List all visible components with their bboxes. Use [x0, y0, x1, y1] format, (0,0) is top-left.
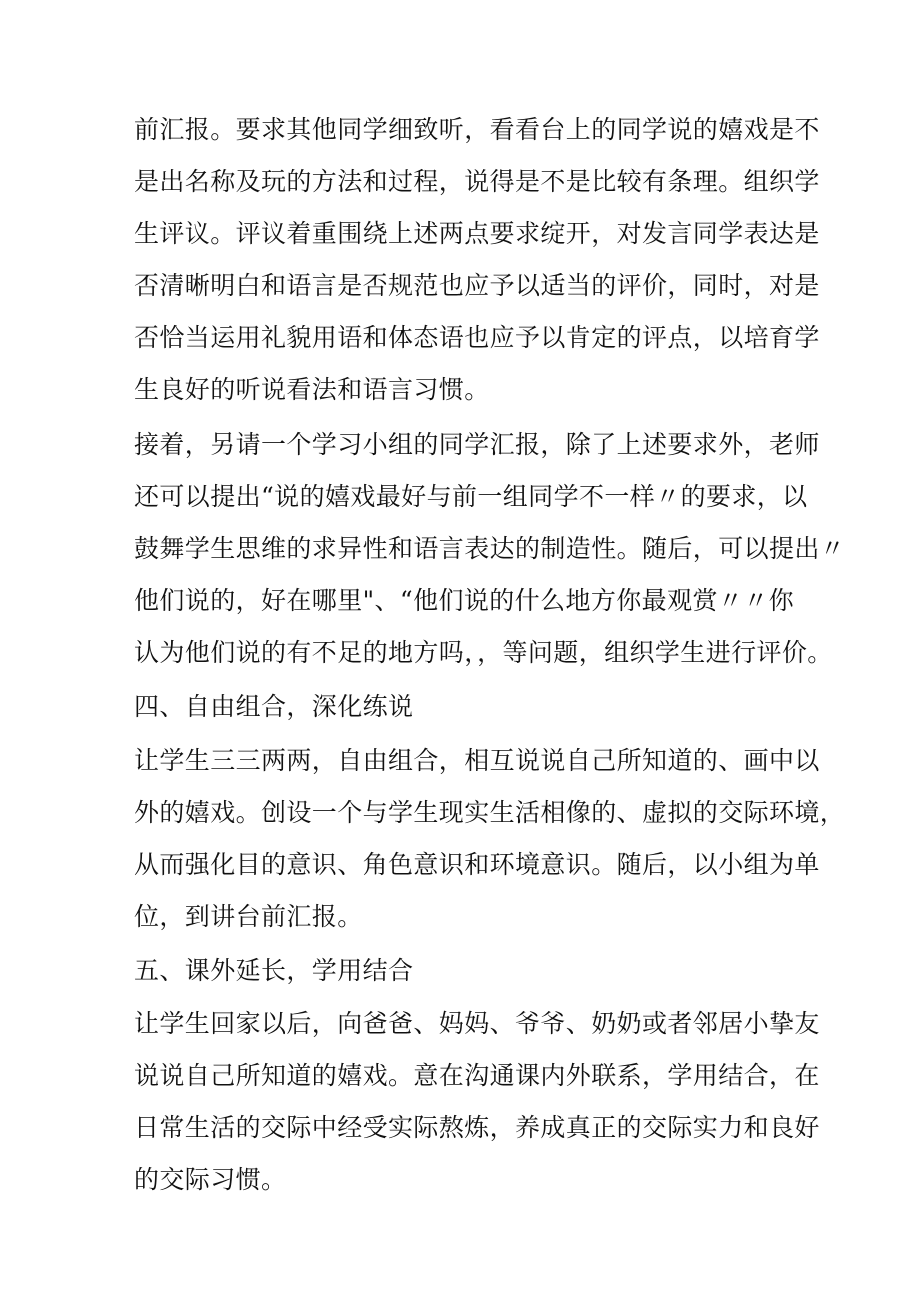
text-line: 从而强化目的意识、角色意识和环境意识。随后，以小组为单	[134, 850, 820, 879]
text-line: 认为他们说的有不足的地方吗，，等问题，组织学生进行评价。	[134, 638, 833, 667]
text-line: 外的嬉戏。创设一个与学生现实生活相像的、虚拟的交际环境，	[134, 798, 846, 827]
text-line: 生评议。评议着重围绕上述两点要求绽开，对发言同学表达是	[134, 219, 820, 248]
text-line: 的交际习惯。	[134, 1165, 287, 1194]
section-heading: 五、课外延长，学用结合	[134, 956, 414, 985]
text-line: 还可以提出“说的嬉戏最好与前一组同学不一样〃的要求，以	[134, 482, 808, 511]
text-line: 是出名称及玩的方法和过程，说得是不是比较有条理。组织学	[134, 167, 820, 196]
text-line: 接着，另请一个学习小组的同学汇报，除了上述要求外，老师	[134, 430, 820, 459]
text-line: 否清晰明白和语言是否规范也应予以适当的评价，同时，对是	[134, 271, 820, 300]
text-line: 说说自己所知道的嬉戏。意在沟通课内外联系，学用结合，在	[134, 1061, 820, 1090]
text-line: 让学生三三两两，自由组合，相互说说自己所知道的、画中以	[134, 746, 820, 775]
text-line: 前汇报。要求其他同学细致听，看看台上的同学说的嬉戏是不	[134, 115, 820, 144]
section-heading: 四、自由组合，深化练说	[134, 692, 414, 721]
text-line: 生良好的听说看法和语言习惯。	[134, 375, 490, 404]
text-line: 位，到讲台前汇报。	[134, 902, 363, 931]
text-line: 否恰当运用礼貌用语和体态语也应予以肯定的评点，以培育学	[134, 323, 820, 352]
text-line: 日常生活的交际中经受实际熬炼，养成真正的交际实力和良好	[134, 1113, 820, 1142]
text-line: 鼓舞学生思维的求异性和语言表达的制造性。随后，可以提出〃	[134, 534, 846, 563]
text-line: 让学生回家以后，向爸爸、妈妈、爷爷、奶奶或者邻居小挚友	[134, 1009, 820, 1038]
text-line: 他们说的，好在哪里"、“他们说的什么地方你最观赏〃〃你	[134, 586, 795, 615]
